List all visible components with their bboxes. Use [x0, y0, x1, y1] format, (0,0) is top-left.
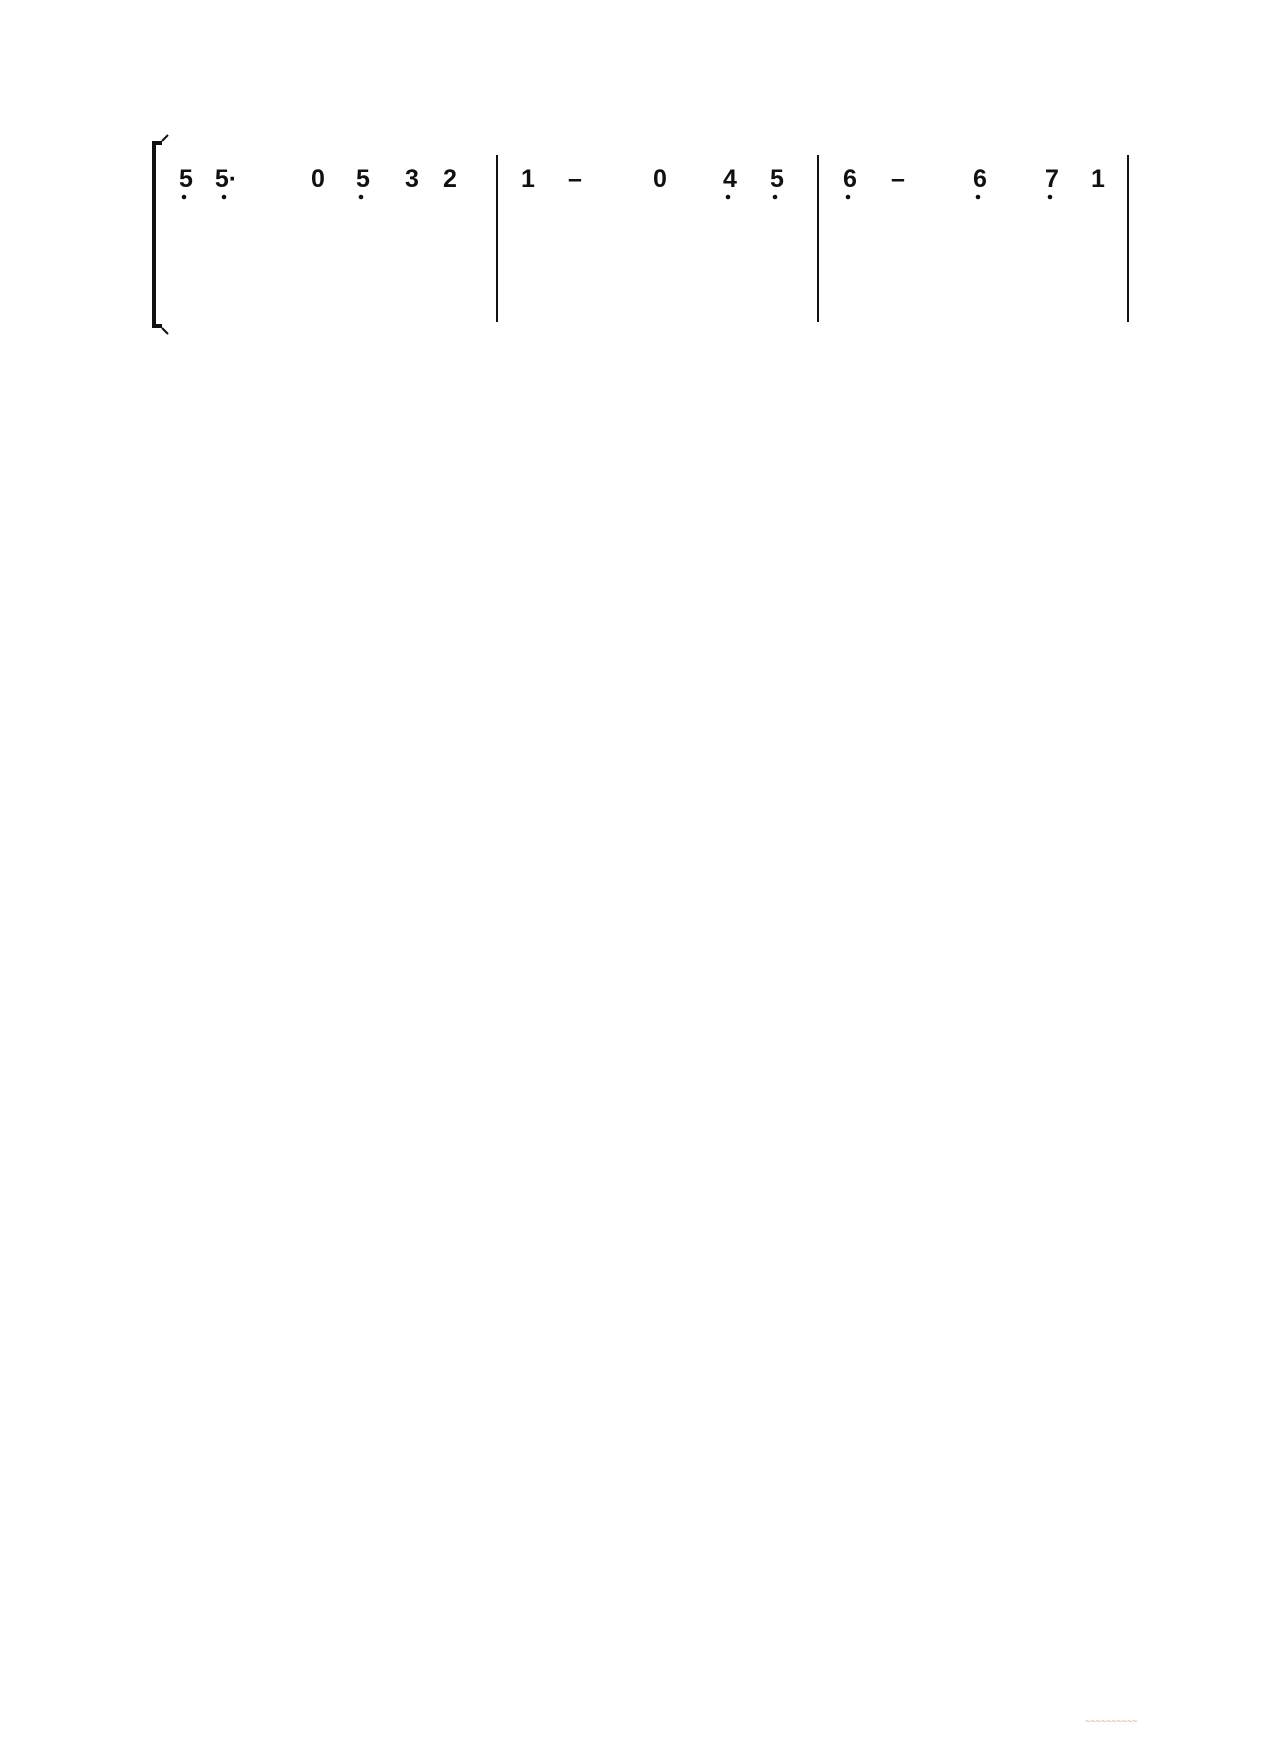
- melody-note: –: [891, 165, 905, 193]
- melody-note: 5: [179, 165, 193, 193]
- octave-dot: [773, 195, 778, 200]
- octave-dot: [976, 195, 981, 200]
- system-bracket-hook: [162, 135, 168, 141]
- melody-note: 5: [770, 165, 784, 193]
- octave-dot: [846, 195, 851, 200]
- octave-dot: [1048, 195, 1053, 200]
- octave-dot: [182, 195, 187, 200]
- system-bracket-hook: [162, 328, 168, 334]
- melody-note: 6: [843, 165, 857, 193]
- melody-note: 0: [311, 165, 325, 193]
- system-bracket: [154, 143, 162, 326]
- melody-note: 4: [723, 165, 737, 193]
- melody-note: 1: [1091, 165, 1105, 193]
- melody-note: 7: [1045, 165, 1059, 193]
- melody-note: 1: [521, 165, 535, 193]
- melody-note: –: [568, 165, 582, 193]
- melody-note: 3: [405, 165, 419, 193]
- melody-note: 0: [653, 165, 667, 193]
- melody-note: 6: [973, 165, 987, 193]
- score-systems: [154, 135, 1128, 334]
- score-system: [154, 135, 1128, 334]
- octave-dot: [726, 195, 731, 200]
- page-watermark: ~~~~~~~~~~: [1085, 1716, 1138, 1726]
- melody-note: 5: [356, 165, 370, 193]
- melody-note: 5·: [214, 165, 238, 193]
- octave-dot: [222, 195, 227, 200]
- melody-note: 2: [443, 165, 457, 193]
- octave-dot: [359, 195, 364, 200]
